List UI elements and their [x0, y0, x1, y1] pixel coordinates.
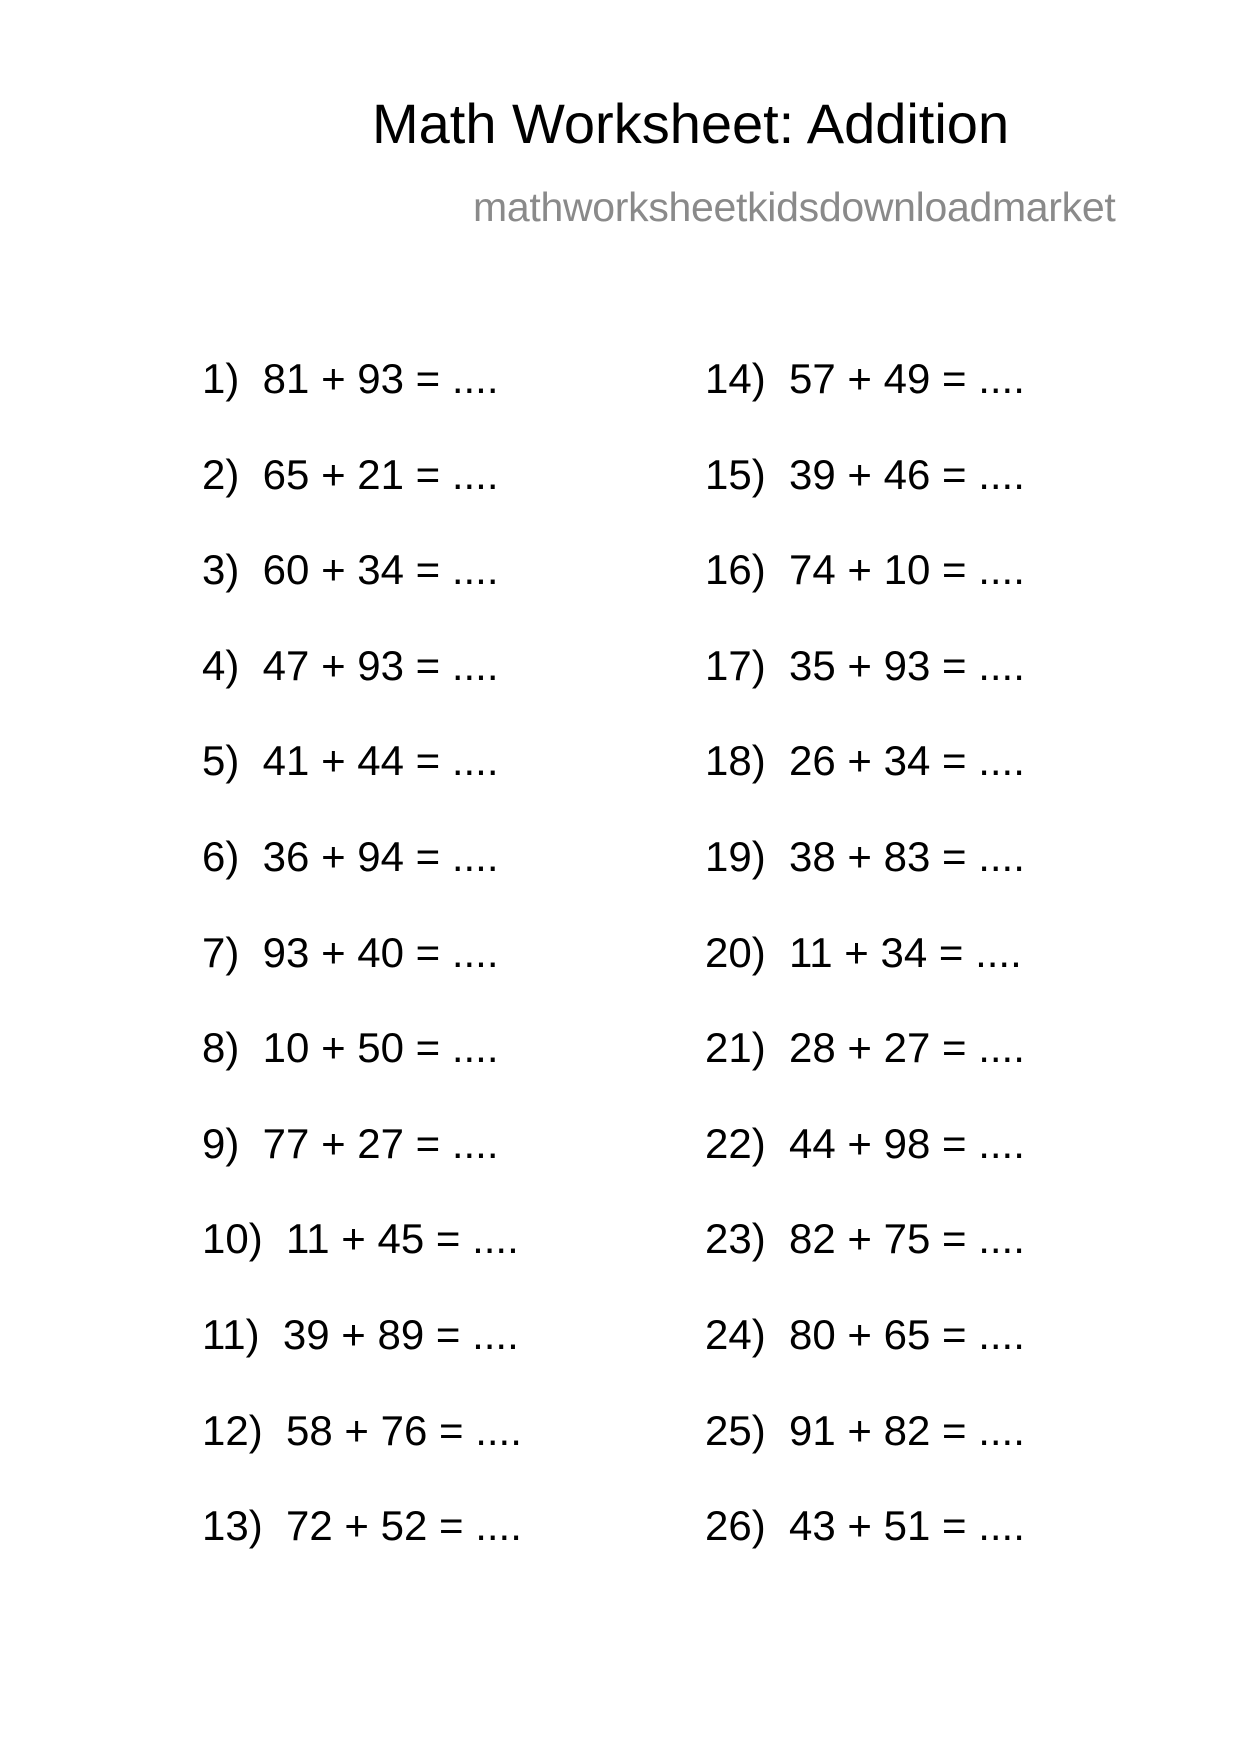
problem-14: 14) 57 + 49 = .... [705, 355, 1025, 402]
problem-8: 8) 10 + 50 = .... [202, 1024, 499, 1072]
problem-24: 24) 80 + 65 = .... [705, 1310, 1025, 1358]
problem-25: 25) 91 + 82 = .... [705, 1406, 1025, 1454]
problem-7: 7) 93 + 40 = .... [202, 928, 499, 976]
problem-6: 6) 36 + 94 = .... [202, 832, 499, 880]
problem-12: 12) 58 + 76 = .... [202, 1406, 522, 1454]
problem-10: 10) 11 + 45 = .... [202, 1215, 519, 1263]
problem-23: 23) 82 + 75 = .... [705, 1215, 1025, 1263]
problem-column-right [705, 355, 1025, 1598]
worksheet-subtitle: mathworksheetkidsdownloadmarket [473, 184, 1116, 230]
problem-1: 1) 81 + 93 = .... [202, 355, 499, 402]
problem-20: 20) 11 + 34 = .... [705, 928, 1022, 976]
problem-9: 9) 77 + 27 = .... [202, 1119, 499, 1167]
problem-4: 4) 47 + 93 = .... [202, 641, 499, 689]
problem-13: 13) 72 + 52 = .... [202, 1502, 522, 1550]
problem-3: 3) 60 + 34 = .... [202, 546, 499, 594]
problem-15: 15) 39 + 46 = .... [705, 450, 1025, 498]
problem-26: 26) 43 + 51 = .... [705, 1502, 1025, 1550]
problem-18: 18) 26 + 34 = .... [705, 737, 1025, 785]
problem-17: 17) 35 + 93 = .... [705, 641, 1025, 689]
problem-2: 2) 65 + 21 = .... [202, 450, 499, 498]
problem-19: 19) 38 + 83 = .... [705, 832, 1025, 880]
problem-22: 22) 44 + 98 = .... [705, 1119, 1025, 1167]
worksheet-title: Math Worksheet: Addition [372, 92, 1010, 155]
problem-16: 16) 74 + 10 = .... [705, 546, 1025, 594]
problem-11: 11) 39 + 89 = .... [202, 1310, 519, 1358]
problem-5: 5) 41 + 44 = .... [202, 737, 499, 785]
problem-21: 21) 28 + 27 = .... [705, 1024, 1025, 1072]
problem-column-left [202, 355, 522, 1598]
